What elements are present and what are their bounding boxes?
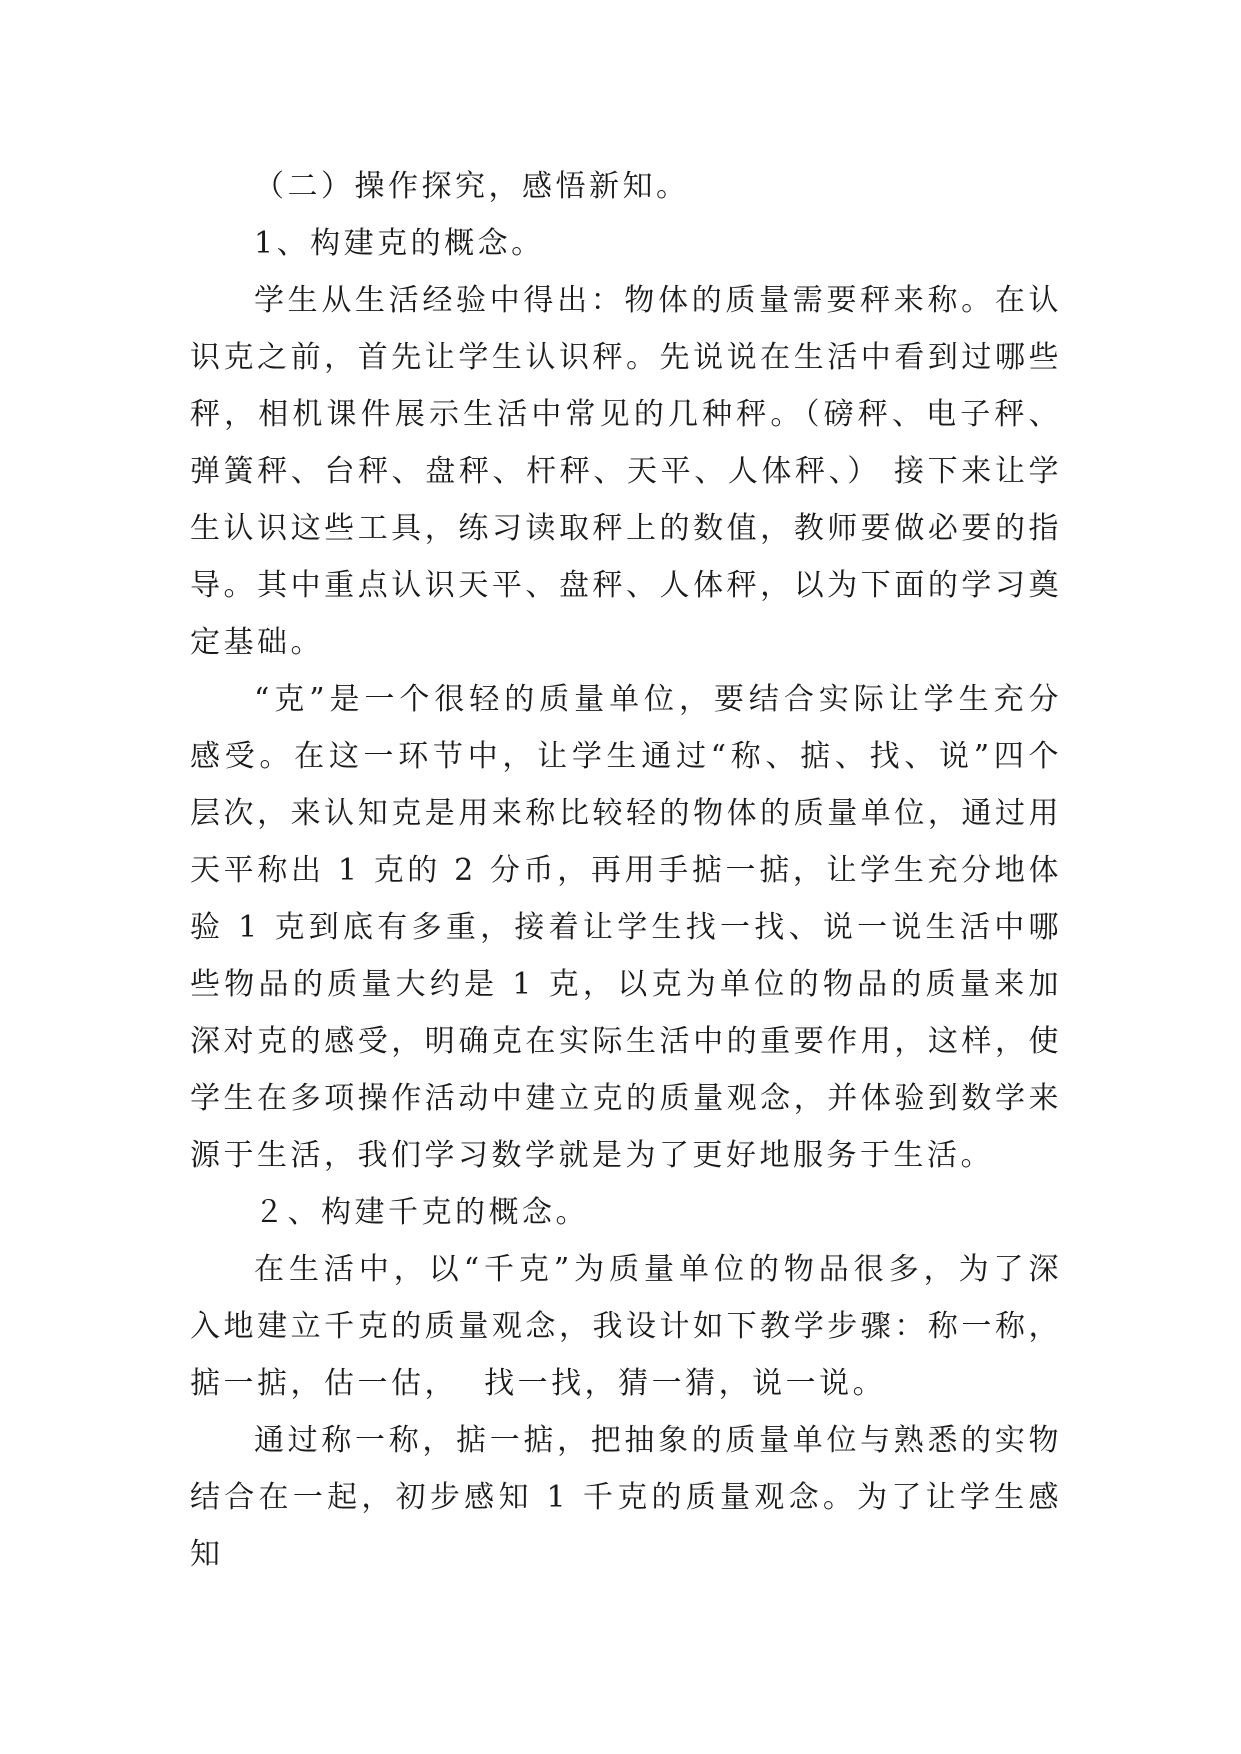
paragraph-scales-intro: 学生从生活经验中得出：物体的质量需要秤来称。在认识克之前，首先让学生认识秤。先说说在生活中看到过哪些秤，相机课件展示生活中常见的几种秤。（磅秤、电子秤、弹簧秤、台秤、盘秤、杆秤、天平、人体秤、） 接下来让学生认识这些工具，练习读取秤上的数值，教师要做必要的指导。其中重点认识天平、盘秤、人体秤，以为下面的学习奠定基础。 xyxy=(190,283,1062,660)
document-body xyxy=(190,158,1062,1583)
paragraph-gram-experience: “克”是一个很轻的质量单位，要结合实际让学生充分感受。在这一环节中，让学生通过“称、掂、找、说”四个层次，来认知克是用来称比较轻的物体的质量单位，通过用天平称出 1 克的 2 分币，再用手掂一掂，让学生充分地体验 1 克到底有多重，接着让学生找一找、说一说生活中哪些物品的质量大约是 1 克，以克为单位的物品的质量来加深对克的感受，明确克在实际生活中的重要作用，这样，使学生在多项操作活动中建立克的质量观念，并体验到数学来源于生活，我们学习数学就是为了更好地服务于生活。 xyxy=(190,682,1062,1173)
paragraph-kilogram-perception: 通过称一称，掂一掂，把抽象的质量单位与熟悉的实物结合在一起，初步感知 1 千克的质量观念。为了让学生感知 xyxy=(190,1423,1062,1572)
section-heading: （二）操作探究，感悟新知。 xyxy=(254,169,690,204)
paragraph-kilogram-steps: 在生活中，以“千克”为质量单位的物品很多，为了深入地建立千克的质量观念，我设计如下教学步骤：称一称，掂一掂，估一估， 找一找，猜一猜，说一说。 xyxy=(190,1252,1062,1401)
subheading-gram-concept: 1、构建克的概念。 xyxy=(254,226,545,261)
subheading-kilogram-concept: ２、构建千克的概念。 xyxy=(254,1195,589,1230)
